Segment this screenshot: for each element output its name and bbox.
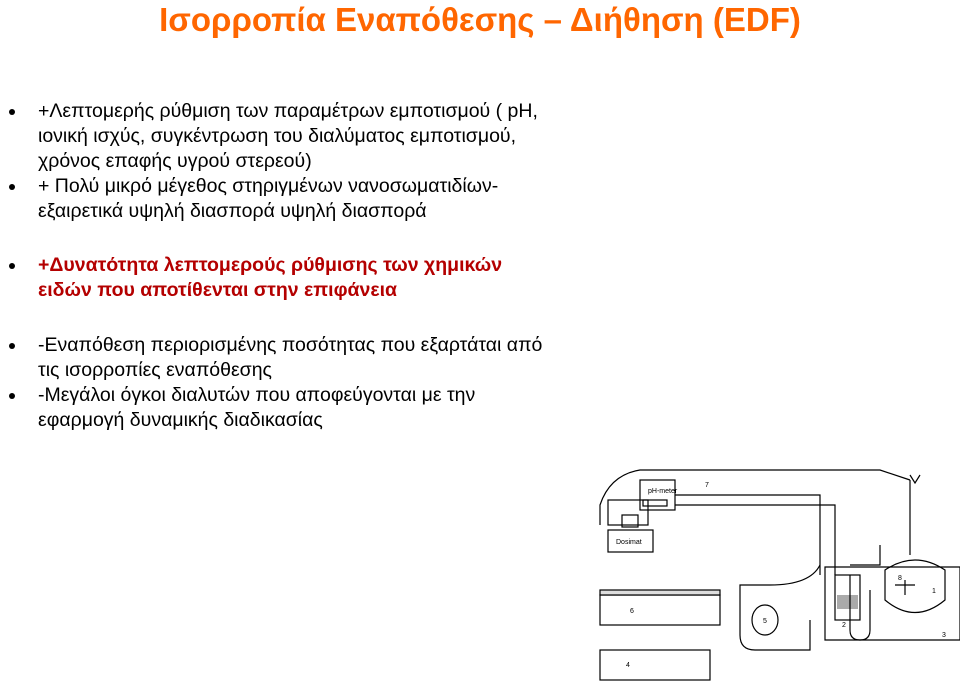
slide-title: Ισορροπία Εναπόθεσης – Διήθηση (EDF) [159, 1, 801, 38]
number-4: 4 [626, 662, 630, 669]
bullet-line: + Πολύ μικρό μέγεθος στηριγμένων νανοσωματιδίων- [38, 175, 499, 197]
bullet-line: εξαιρετικά υψηλή διασπορά υψηλή διασπορά [38, 200, 427, 222]
bullet-line: -Μεγάλοι όγκοι διαλυτών που αποφεύγονται με την [38, 384, 476, 406]
number-6: 6 [630, 608, 634, 615]
edf-apparatus-diagram [580, 455, 960, 685]
bullet-line: +Δυνατότητα λεπτομερούς ρύθμισης των χημικών [38, 254, 503, 276]
bullet-line: -Εναπόθεση περιορισμένης ποσότητας που εξαρτάται από [38, 334, 543, 356]
bullet-text [38, 253, 502, 303]
bullet-dot [9, 184, 15, 190]
number-1: 1 [932, 588, 936, 595]
stirrer [895, 580, 915, 595]
tube-b [675, 505, 835, 575]
column-8-packing [837, 595, 858, 609]
box-6 [600, 595, 720, 625]
bullet-line: ιονική ισχύς, συγκέντρωση του διαλύματος εμποτισμού, [38, 125, 516, 147]
bullet-dot [9, 343, 15, 349]
bullet-text [38, 333, 542, 383]
probe-tip [910, 475, 920, 483]
tube-a [675, 495, 820, 575]
reactor-1 [885, 560, 945, 613]
bullet-line: +Λεπτομερής ρύθμιση των παραμέτρων εμποτισμού ( pH, [38, 100, 538, 122]
number-7: 7 [705, 482, 709, 489]
bullet-dot [9, 109, 15, 115]
number-3: 3 [942, 632, 946, 639]
bullet-line: χρόνος επαφής υγρού στερεού) [38, 150, 312, 172]
bullet-dot [9, 393, 15, 399]
box-4 [600, 650, 710, 680]
number-5: 5 [763, 618, 767, 625]
number-2: 2 [842, 622, 846, 629]
bullet-text [38, 99, 538, 174]
tube-d [850, 545, 880, 565]
number-8: 8 [898, 575, 902, 582]
bullet-line: τις ισορροπίες εναπόθεσης [38, 359, 272, 381]
ph-meter-label: pH-meter [648, 488, 678, 495]
dosimat-label: Dosimat [616, 539, 642, 546]
bullet-line: ειδών που αποτίθενται στην επιφάνεια [38, 279, 398, 301]
bullet-dot [9, 263, 15, 269]
bullet-text [38, 174, 498, 224]
bullet-text [38, 383, 475, 433]
tube-c [740, 565, 820, 650]
bullet-line: εφαρμογή δυναμικής διαδικασίας [38, 409, 323, 431]
box-6-lid [600, 590, 720, 595]
apparatus-svg [580, 455, 960, 685]
